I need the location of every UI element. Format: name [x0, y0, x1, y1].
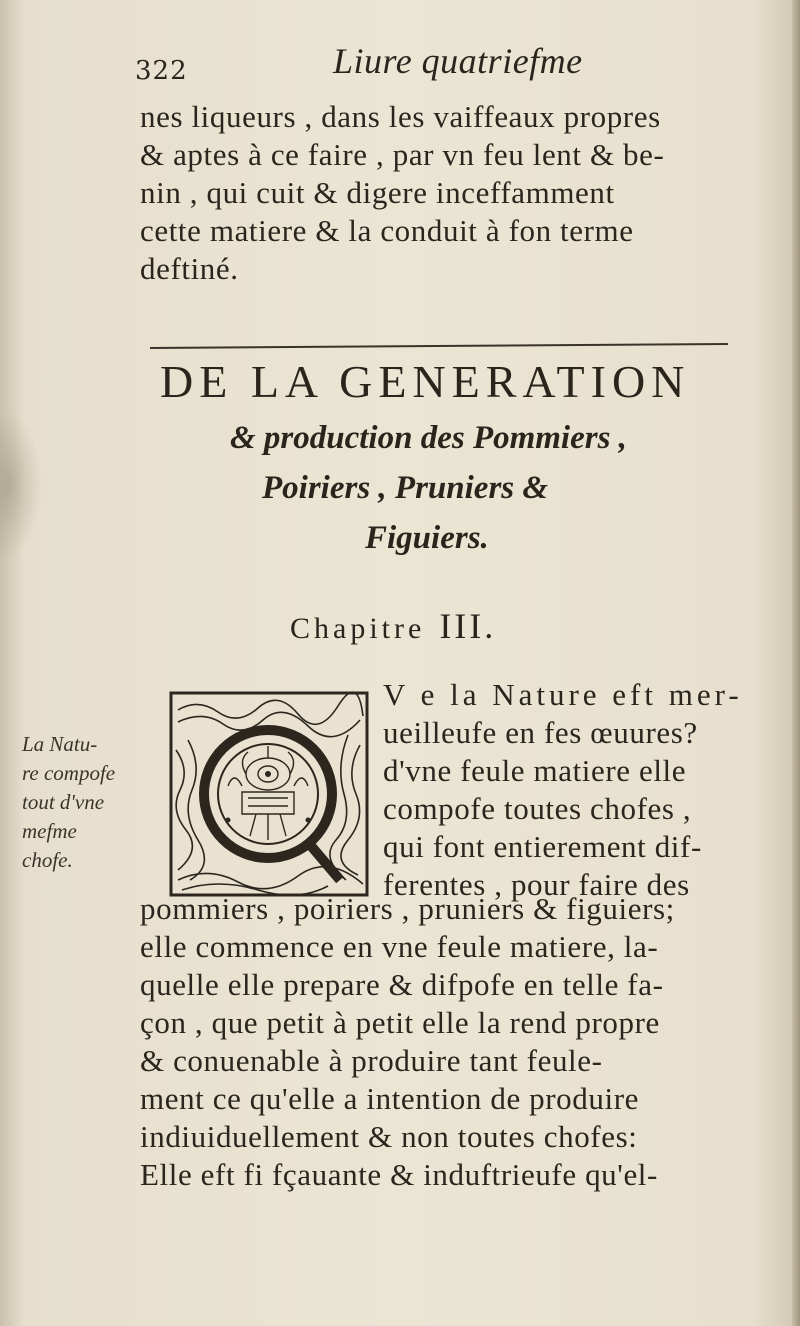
text-line: nes liqueurs , dans les vaiffeaux propres [140, 99, 661, 134]
text-line: & aptes à ce faire , par vn feu lent & be- [140, 137, 665, 172]
text-line: pommiers , poiriers , pruniers & figuiers; [140, 891, 675, 926]
text-line: quelle elle prepare & difpofe en telle fa- [140, 967, 664, 1002]
text-line: ueilleufe en fes œuures? [383, 715, 698, 750]
text-line: V e la Nature eft mer- [383, 677, 743, 712]
heading-subtitle-line: Figuiers. [365, 520, 489, 556]
heading-subtitle-line: & production des Pommiers , [230, 420, 627, 456]
text-line: Elle eft fi fçauante & induftrieufe qu'el- [140, 1157, 658, 1192]
chapter-title [290, 605, 496, 647]
text-line: cette matiere & la conduit à fon terme [140, 213, 634, 248]
page-header [135, 38, 735, 98]
chapter-label: Chapitre [290, 612, 426, 645]
paragraph-2 [383, 676, 793, 904]
text-line: nin , qui cuit & digere inceffamment [140, 175, 615, 210]
page-number: 322 [135, 56, 188, 86]
section-rule [150, 343, 728, 349]
marginal-line: chofe. [22, 848, 73, 872]
text-line: d'vne feule matiere elle [383, 753, 687, 788]
text-line: ment ce qu'elle a intention de produire [140, 1081, 639, 1116]
marginal-line: mefme [22, 819, 77, 843]
chapter-number: III. [439, 606, 497, 646]
heading-main: DE LA GENERATION [160, 356, 691, 407]
paragraph-1 [140, 98, 760, 288]
text-line: deftiné. [140, 251, 239, 286]
paragraph-3 [140, 890, 790, 1194]
text-line: elle commence en vne feule matiere, la- [140, 929, 659, 964]
text-line: & conuenable à produire tant feule- [140, 1043, 603, 1078]
text-line: qui font entierement dif- [383, 829, 702, 864]
marginal-line: La Natu- [22, 732, 98, 756]
section-heading [160, 355, 760, 425]
marginal-line: re compofe [22, 761, 116, 785]
text-line: compofe toutes chofes , [383, 791, 692, 826]
page-edge [792, 0, 800, 1326]
running-title: Liure quatriefme [333, 41, 583, 81]
paper-stain [0, 410, 42, 560]
text-line: çon , que petit à petit elle la rend propre [140, 1005, 660, 1040]
text-line: ferentes , pour faire des [383, 867, 690, 902]
heading-subtitle-line: Poiriers , Pruniers & [262, 470, 549, 506]
text-line: indiuiduellement & non toutes chofes: [140, 1119, 638, 1154]
woodcut-initial-Q-icon [168, 690, 370, 898]
marginal-line: tout d'vne [22, 790, 105, 814]
marginal-note [22, 730, 152, 875]
